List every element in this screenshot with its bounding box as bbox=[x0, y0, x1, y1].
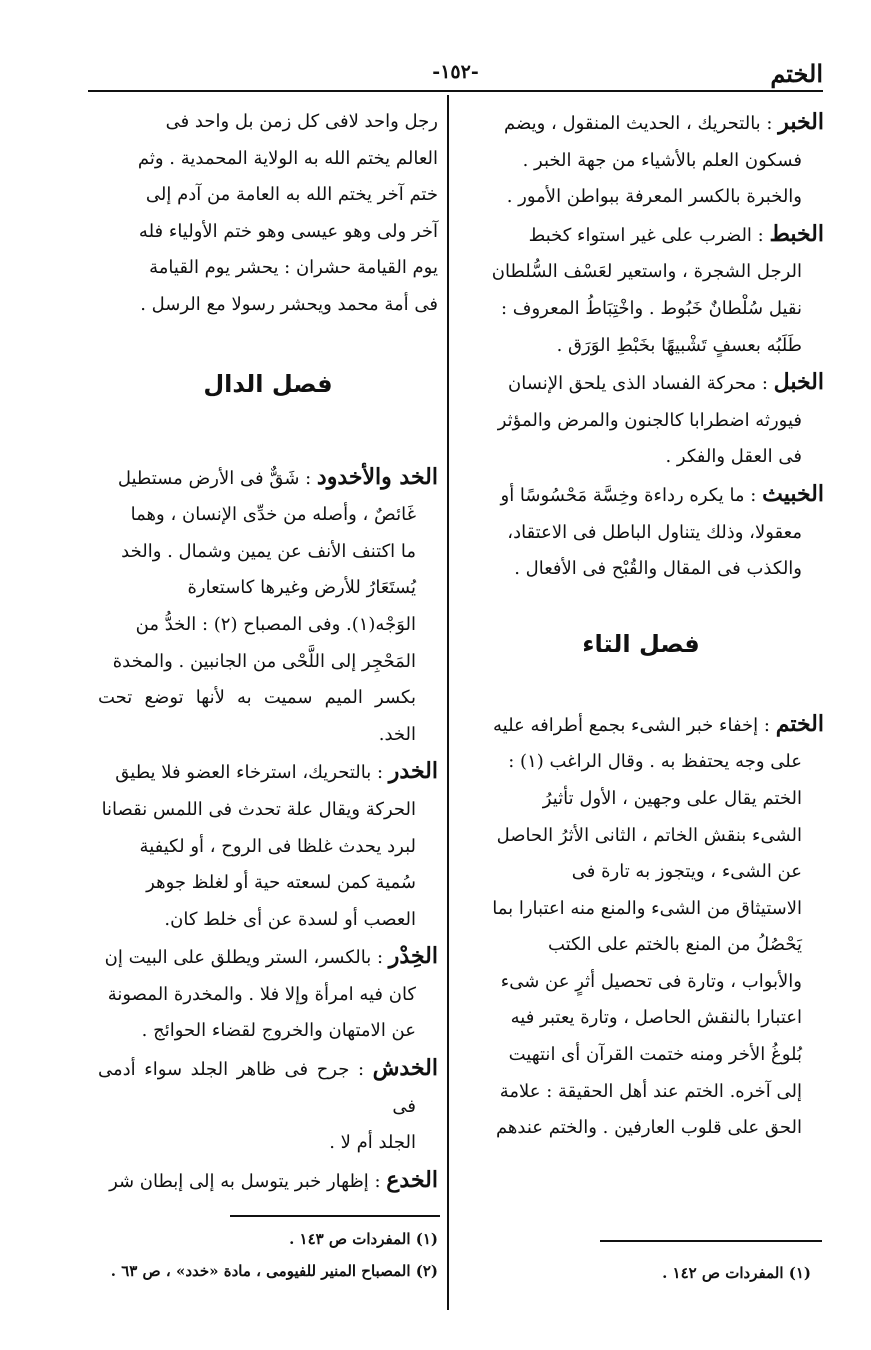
right-entries-top bbox=[458, 104, 824, 588]
left-column bbox=[98, 104, 438, 1200]
entry-separator: : bbox=[299, 467, 317, 489]
text-line: آخر ولى وهو عيسى وهو ختم الأولياء فله bbox=[138, 220, 438, 242]
text-line: ختم آخر يختم الله به العامة من آدم إلى bbox=[145, 184, 438, 206]
entry-text-line: الجلد أم لا . bbox=[329, 1132, 416, 1154]
entry-separator: : bbox=[371, 762, 389, 784]
entry-text-line: لبرد يحدث غلظا فى الروح ، أو لكيفية bbox=[139, 835, 416, 857]
entry-text-line: والكذب فى المقال والقُبْح فى الأفعال . bbox=[514, 558, 802, 580]
entry-text-line: طَلَبُه بعسفٍ تَشْبيهًا بخَبْطِ الوَرَق . bbox=[556, 334, 802, 356]
entry-headword: الختم bbox=[775, 710, 824, 737]
entry-text-line: نقيل سُلْطانٌ خَبُوط . واخْتِبَاطُ المعروف : bbox=[501, 297, 802, 319]
entry-text-line: الضرب على غير استواء كخبط bbox=[528, 224, 752, 246]
entry-text-line: عن الشىء ، ويتجوز به تارة فى bbox=[571, 861, 802, 883]
header-rule bbox=[88, 90, 823, 92]
entry-separator: : bbox=[760, 113, 779, 134]
entry-text-line: ما اكتنف الأنف عن يمين وشمال . والخد bbox=[121, 540, 416, 562]
entry-text-line: اعتبارا بالنقش الحاصل ، وتارة يعتبر فيه bbox=[510, 1007, 802, 1029]
right-footnote-rule bbox=[600, 1240, 822, 1242]
text-line: يوم القيامة حشران : يحشر يوم القيامة bbox=[149, 257, 438, 279]
entry-separator: : bbox=[371, 947, 389, 969]
entry-separator: : bbox=[751, 224, 770, 246]
entry-text-line: الشىء بنقش الخاتم ، الثانى الأثرُ الحاصل bbox=[496, 824, 802, 846]
entry-text-line: الختم يقال على وجهين ، الأول تأثيرُ bbox=[542, 787, 802, 809]
entry-headword: الخِدْر bbox=[388, 943, 438, 970]
dictionary-entry bbox=[98, 1162, 438, 1201]
dictionary-entry bbox=[458, 706, 824, 1147]
entry-text-line: فى العقل والفكر . bbox=[665, 446, 802, 468]
entry-text-line: والخبرة بالكسر المعرفة ببواطن الأمور . bbox=[506, 186, 802, 208]
entry-headword: الخبر bbox=[778, 109, 824, 135]
left-continuation bbox=[98, 104, 438, 324]
entry-text-line: سُمية كمن لسعته حية أو لغلظ جوهر bbox=[146, 872, 416, 894]
text-line: فى أمة محمد ويحشر رسولا مع الرسل . bbox=[140, 293, 438, 315]
left-footnote-2: (٢) المصباح المنير للفيومى ، مادة «خدد» ، ص ٦٣ . bbox=[110, 1262, 438, 1280]
entry-separator: : bbox=[349, 1059, 373, 1081]
right-entries-bottom bbox=[458, 706, 824, 1147]
section-title-taa: فصل التاء bbox=[582, 629, 700, 658]
entry-text-line: بالتحريك، استرخاء العضو فلا يطيق bbox=[115, 762, 372, 784]
entry-text-line: الوَجْه(١). وفى المصباح (٢) : الخدُّ من bbox=[135, 613, 416, 635]
text-line: رجل واحد لافى كل زمن بل واحد فى bbox=[165, 111, 438, 132]
entry-text-line: المَحْجِر إلى اللَّحْى من الجانبين . والمخدة bbox=[112, 650, 416, 672]
page-number: -١٥٢- bbox=[432, 61, 479, 83]
entry-text-line: والأبواب ، وتارة فى تحصيل أثرٍ عن شىء bbox=[500, 970, 802, 992]
entry-text-line: فسكون العلم بالأشياء من جهة الخبر . bbox=[522, 149, 802, 171]
entry-headword: الخبل bbox=[773, 369, 824, 396]
entry-text-line: شَقٌّ فى الأرض مستطيل bbox=[117, 467, 300, 489]
entry-headword: الخد والأخدود bbox=[316, 463, 438, 490]
dictionary-entry bbox=[98, 753, 438, 938]
entry-text-line: إلى آخره. الختم عند أهل الحقيقة : علامة bbox=[499, 1080, 802, 1102]
continued-text bbox=[98, 104, 438, 324]
entry-text-line: الحركة ويقال علة تحدث فى اللمس نقصانا bbox=[101, 798, 416, 820]
entry-headword: الخدع bbox=[386, 1166, 438, 1193]
entry-text-line: بالتحريك ، الحديث المنقول ، ويضم bbox=[503, 113, 761, 134]
right-column bbox=[458, 104, 824, 1147]
entry-text-line: الرجل الشجرة ، واستعير لعَسْف السُّلطان bbox=[491, 261, 802, 283]
dictionary-entry bbox=[98, 938, 438, 1050]
entry-text-line: يُستَعَارُ للأرض وغيرها كاستعارة bbox=[187, 577, 416, 599]
dictionary-entry bbox=[458, 476, 824, 588]
entry-headword: الخدش bbox=[372, 1055, 438, 1082]
entry-text-line: بكسر الميم سميت به لأنها توضع تحت الخد. bbox=[98, 687, 416, 745]
entry-text-line: الاستيثاق من الشىء والمنع منه اعتبارا بما bbox=[492, 897, 802, 919]
entry-text-line: إظهار خبر يتوسل به إلى إبطان شر bbox=[109, 1170, 369, 1192]
entry-separator: : bbox=[744, 484, 763, 506]
dictionary-entry bbox=[98, 1050, 438, 1162]
entry-separator: : bbox=[758, 714, 776, 736]
page-header bbox=[88, 55, 823, 91]
entry-separator: : bbox=[368, 1170, 387, 1192]
entry-text-line: بالكسر، الستر ويطلق على البيت إن bbox=[104, 947, 372, 969]
left-footnote-1: (١) المفردات ص ١٤٣ . bbox=[289, 1230, 438, 1248]
section-title-daal: فصل الدال bbox=[203, 369, 333, 398]
entry-headword: الخبط bbox=[769, 220, 824, 247]
entry-text-line: العصب أو لسدة عن أى خلط كان. bbox=[164, 908, 416, 930]
column-divider bbox=[447, 95, 449, 1310]
dictionary-entry bbox=[458, 104, 824, 216]
right-footnote-1: (١) المفردات ص ١٤٢ . bbox=[662, 1264, 811, 1282]
entry-headword: الخدر bbox=[388, 758, 438, 785]
running-head: الختم bbox=[770, 59, 823, 88]
entry-text-line: جرح فى ظاهر الجلد سواء أدمى فى bbox=[98, 1059, 416, 1117]
entry-text-line: كان فيه امرأة وإلا فلا . والمخدرة المصونة bbox=[107, 983, 416, 1005]
left-entries bbox=[98, 459, 438, 1201]
entry-text-line: على وجه يحتفظ به . وقال الراغب (١) : bbox=[508, 751, 802, 773]
entry-text-line: معقولا، وذلك يتناول الباطل فى الاعتقاد، bbox=[507, 521, 802, 543]
entry-text-line: عن الامتهان والخروج لقضاء الحوائج . bbox=[141, 1020, 416, 1042]
entry-text-line: فيورثه اضطرابا كالجنون والمرض والمؤثر bbox=[497, 409, 802, 431]
entry-text-line: ما يكره رداءة وخِسَّة مَحْسُوسًا أو bbox=[500, 484, 745, 506]
dictionary-entry bbox=[458, 364, 824, 476]
entry-text-line: إخفاء خبر الشىء بجمع أطرافه عليه bbox=[492, 714, 759, 736]
left-footnote-rule bbox=[230, 1215, 440, 1217]
entry-separator: : bbox=[756, 373, 774, 395]
entry-text-line: بُلوغُ الأخر ومنه ختمت القرآن أى انتهيت bbox=[508, 1044, 802, 1066]
entry-text-line: الحق على قلوب العارفين . والختم عندهم bbox=[495, 1117, 802, 1139]
dictionary-entry bbox=[98, 459, 438, 754]
entry-text-line: غَائصٌ ، وأصله من خدِّى الإنسان ، وهما bbox=[130, 504, 416, 526]
entry-text-line: يَحْصُلُ من المنع بالختم على الكتب bbox=[548, 934, 802, 956]
text-line: العالم يختم الله به الولاية المحمدية . وثم bbox=[137, 147, 438, 169]
entry-headword: الخبيث bbox=[762, 480, 824, 507]
entry-text-line: محركة الفساد الذى يلحق الإنسان bbox=[508, 373, 757, 395]
dictionary-entry bbox=[458, 216, 824, 364]
